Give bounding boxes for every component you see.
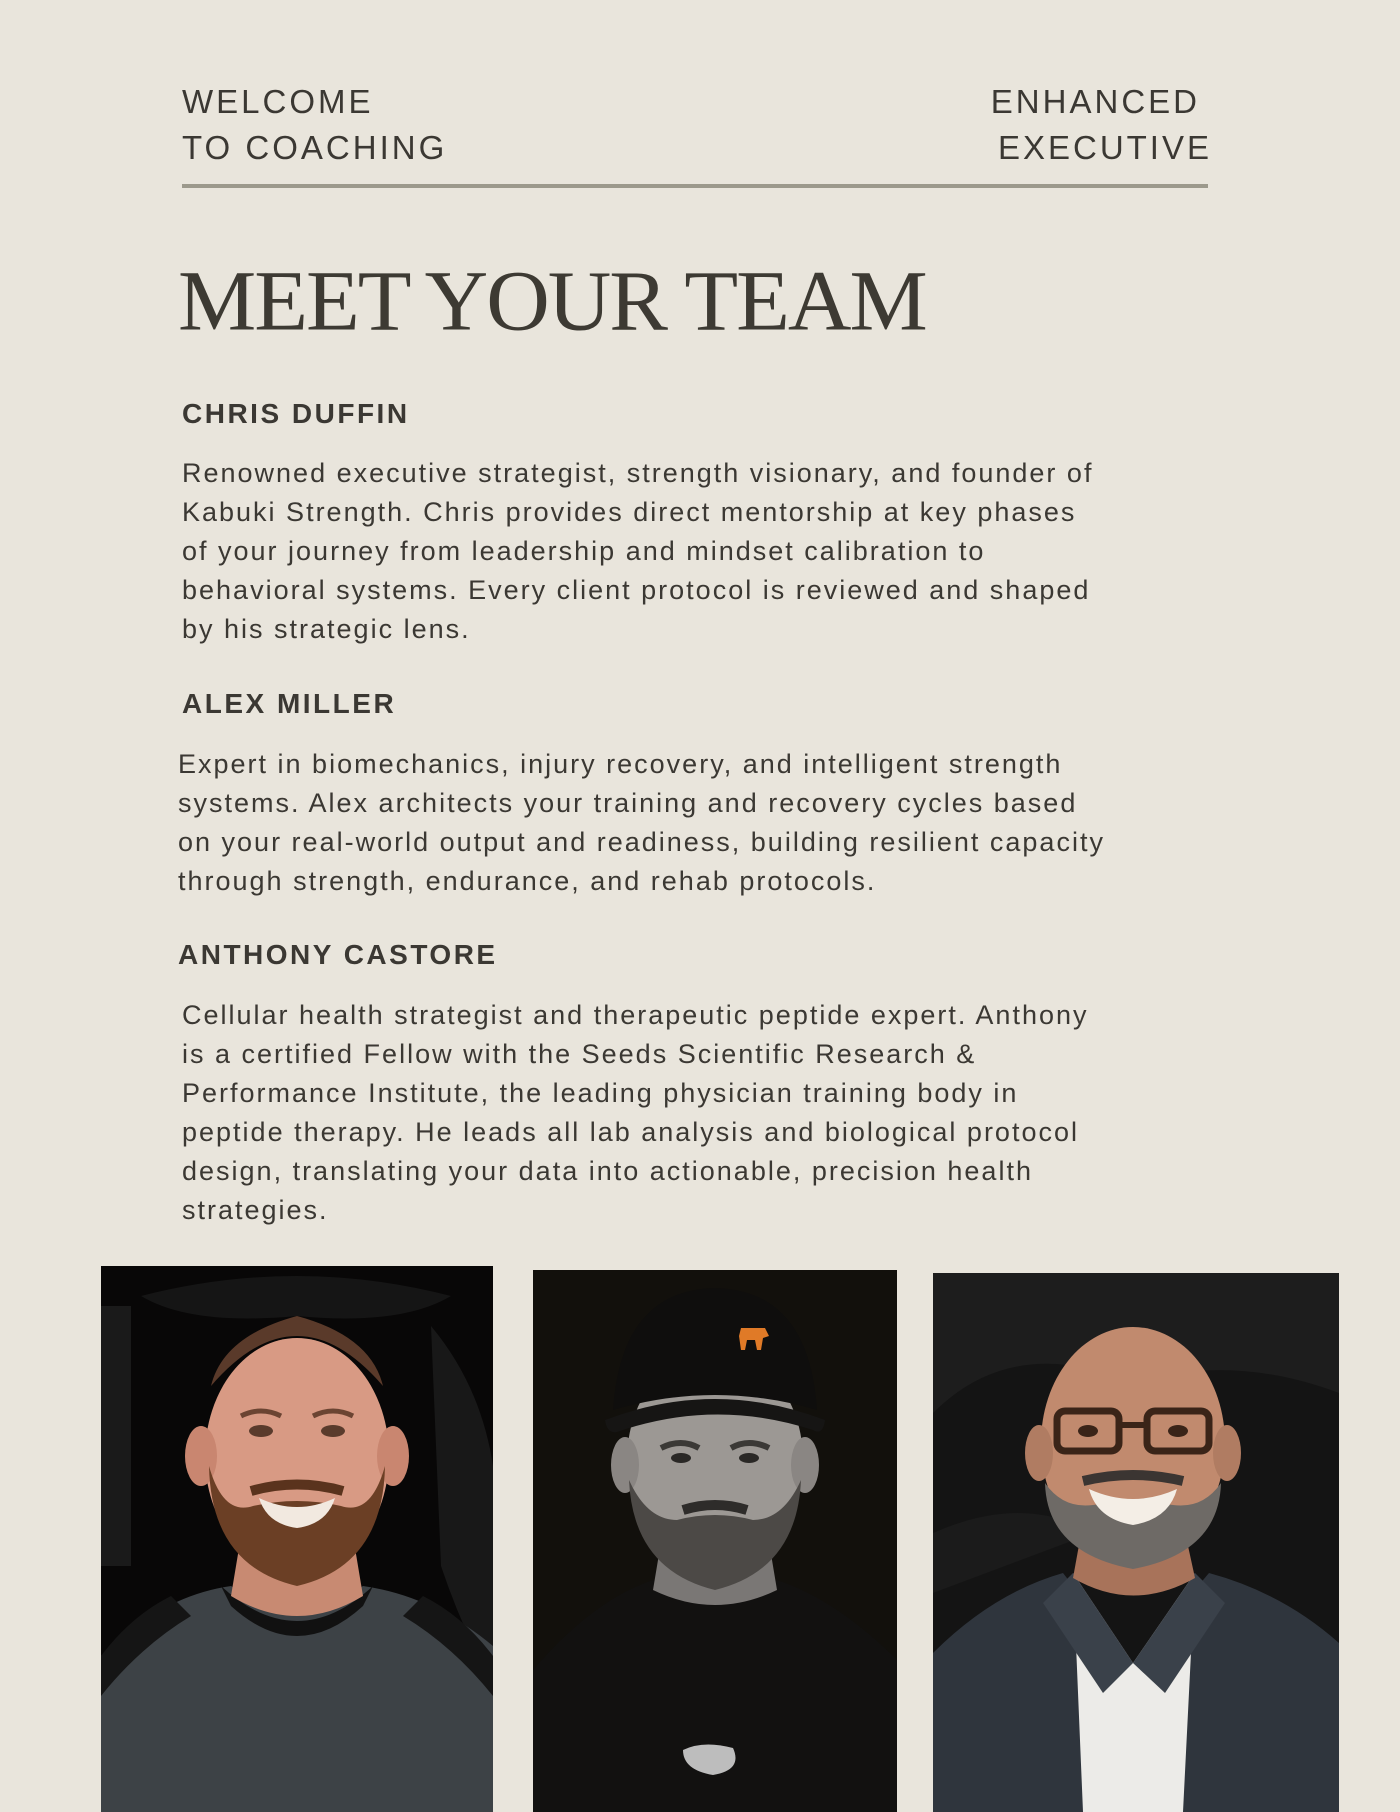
- bio-line: Kabuki Strength. Chris provides direct mentorship at key phases: [182, 497, 1077, 527]
- photo-anthony-castore: [933, 1273, 1339, 1812]
- header-right-line-1: ENHANCED: [990, 83, 1200, 120]
- bio-line: of your journey from leadership and mindset calibration to: [182, 536, 986, 566]
- bio-line: Cellular health strategist and therapeutic peptide expert. Anthony: [182, 1000, 1089, 1030]
- portrait-alex-miller: [533, 1270, 897, 1812]
- bio-line: Renowned executive strategist, strength visionary, and founder of: [182, 458, 1094, 488]
- bio-line: by his strategic lens.: [182, 614, 471, 644]
- member-name-alex-miller: ALEX MILLER: [182, 688, 397, 719]
- header-right-line-2: EXECUTIVE: [997, 129, 1212, 166]
- member-name-anthony-castore: ANTHONY CASTORE: [178, 939, 498, 970]
- bio-line: strategies.: [182, 1195, 329, 1225]
- bio-line: Performance Institute, the leading physician training body in: [182, 1078, 1019, 1108]
- header-left-line-2: TO COACHING: [182, 129, 448, 166]
- member-bio-chris-duffin: [182, 454, 1093, 649]
- page-title: MEET YOUR TEAM: [178, 253, 926, 350]
- portrait-anthony-castore: [933, 1273, 1339, 1812]
- header-left-line-1: WELCOME: [182, 83, 374, 120]
- bio-line: peptide therapy. He leads all lab analysis and biological protocol: [182, 1117, 1079, 1147]
- photo-alex-miller: [533, 1270, 897, 1812]
- member-bio-anthony-castore: [182, 996, 1089, 1230]
- member-name-chris-duffin: CHRIS DUFFIN: [182, 398, 410, 429]
- bio-line: design, translating your data into actionable, precision health: [182, 1156, 1033, 1186]
- bio-line: Expert in biomechanics, injury recovery, and intelligent strength: [178, 749, 1063, 779]
- bio-line: through strength, endurance, and rehab protocols.: [178, 866, 877, 896]
- bio-line: systems. Alex architects your training and recovery cycles based: [178, 788, 1078, 818]
- bio-line: is a certified Fellow with the Seeds Scientific Research &: [182, 1039, 977, 1069]
- header-right: [930, 79, 1212, 171]
- portrait-chris-duffin: [101, 1266, 493, 1812]
- header-divider: [182, 184, 1208, 188]
- member-bio-alex-miller: [178, 745, 1105, 901]
- bio-line: on your real-world output and readiness, building resilient capacity: [178, 827, 1105, 857]
- photo-chris-duffin: [101, 1266, 493, 1812]
- bio-line: behavioral systems. Every client protocol is reviewed and shaped: [182, 575, 1091, 605]
- header-left: [182, 79, 447, 171]
